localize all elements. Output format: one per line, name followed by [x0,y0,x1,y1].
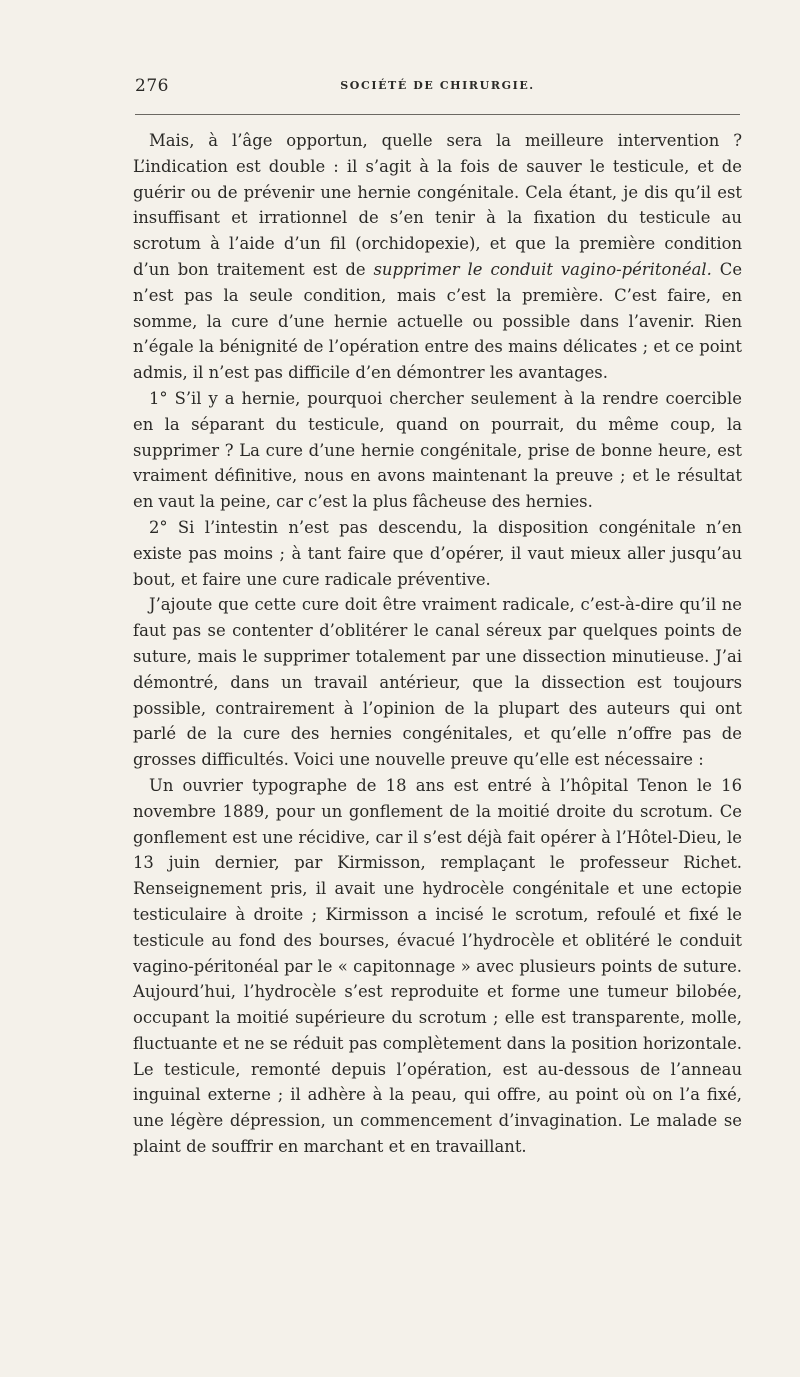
paragraph-1-emphasis: supprimer le conduit vagino-péritonéal. [373,259,712,279]
header-rule [135,114,740,115]
paragraph-1 [133,128,742,386]
paragraph-2: 1° S’il y a hernie, pourquoi chercher seulement à la rendre coercible en la séparant du testicule, quand on pourrait, du même coup, la supprimer ? La cure d’une hernie congénitale, prise de bonne heure, est vraiment définitive, nous en avons maintenant la preuve ; et le résultat en vaut la peine, car c’est la plus fâcheuse des hernies. [133,388,742,512]
page-number: 276 [135,76,169,96]
running-title: SOCIÉTÉ DE CHIRURGIE. [340,79,535,92]
page-header [135,76,740,100]
paragraph-1-text-a: Mais, à l’âge opportun, quelle sera la meilleure intervention ? L’indication est double : il s’agit à la fois de sauver le testicule, et de guérir ou de prévenir une hernie congénitale. Cela étant, je dis qu’il est insuffisant et irrationnel de s’en tenir à la fixation du testicule au scrotum à l’aide d’un fil (orchidopexie), et que la première condition d’un bon traitement est de [133,131,742,279]
paragraph-1-text-b: Ce n’est pas la seule condition, mais c’est la première. C’est faire, en somme, la cure d’une hernie actuelle ou possible dans l’avenir. Rien n’égale la bénignité de l’opération entre des mains délicates ; et ce point admis, il n’est pas difficile d’en démontrer les avantages. [133,259,743,383]
paragraph-4: J’ajoute que cette cure doit être vraiment radicale, c’est-à-dire qu’il ne faut pas se contenter d’oblitérer le canal séreux par quelques points de suture, mais le supprimer totalement par une dissection minutieuse. J’ai démontré, dans un travail antérieur, que la dissection est toujours possible, contrairement à l’opinion de la plupart des auteurs qui ont parlé de la cure des hernies congénitales, et qu’elle n’offre pas de grosses difficultés. Voici une nouvelle preuve qu’elle est nécessaire : [133,595,742,770]
body-text [133,128,742,1160]
paragraph-5: Un ouvrier typographe de 18 ans est entré à l’hôpital Tenon le 16 novembre 1889, pour un gonflement de la moitié droite du scrotum. Ce gonflement est une récidive, car il s’est déjà fait opérer à l’Hôtel-Dieu, le 13 juin dernier, par Kirmisson, remplaçant le professeur Richet. Renseignement pris, il avait une hydrocèle congénitale et une ectopie testiculaire à droite ; Kirmisson a incisé le scrotum, refoulé et fixé le testicule au fond des bourses, évacué l’hydrocèle et oblitéré le conduit vagino-péritonéal par le « capitonnage » avec plusieurs points de suture. Aujourd’hui, l’hydrocèle s’est reproduite et forme une tumeur bilobée, occupant la moitié supérieure du scrotum ; elle est transparente, molle, fluctuante et ne se réduit pas complètement dans la position horizontale. Le testicule, remonté depuis l’opération, est au-dessous de l’anneau inguinal externe ; il adhère à la peau, qui offre, au point où on l’a fixé, une légère dépression, un commencement d’invagination. Le malade se plaint de souffrir en marchant et en travaillant. [133,775,742,1157]
paragraph-3: 2° Si l’intestin n’est pas descendu, la disposition congénitale n’en existe pas moins ; à tant faire que d’opérer, il vaut mieux aller jusqu’au bout, et faire une cure radicale préventive. [133,517,742,589]
